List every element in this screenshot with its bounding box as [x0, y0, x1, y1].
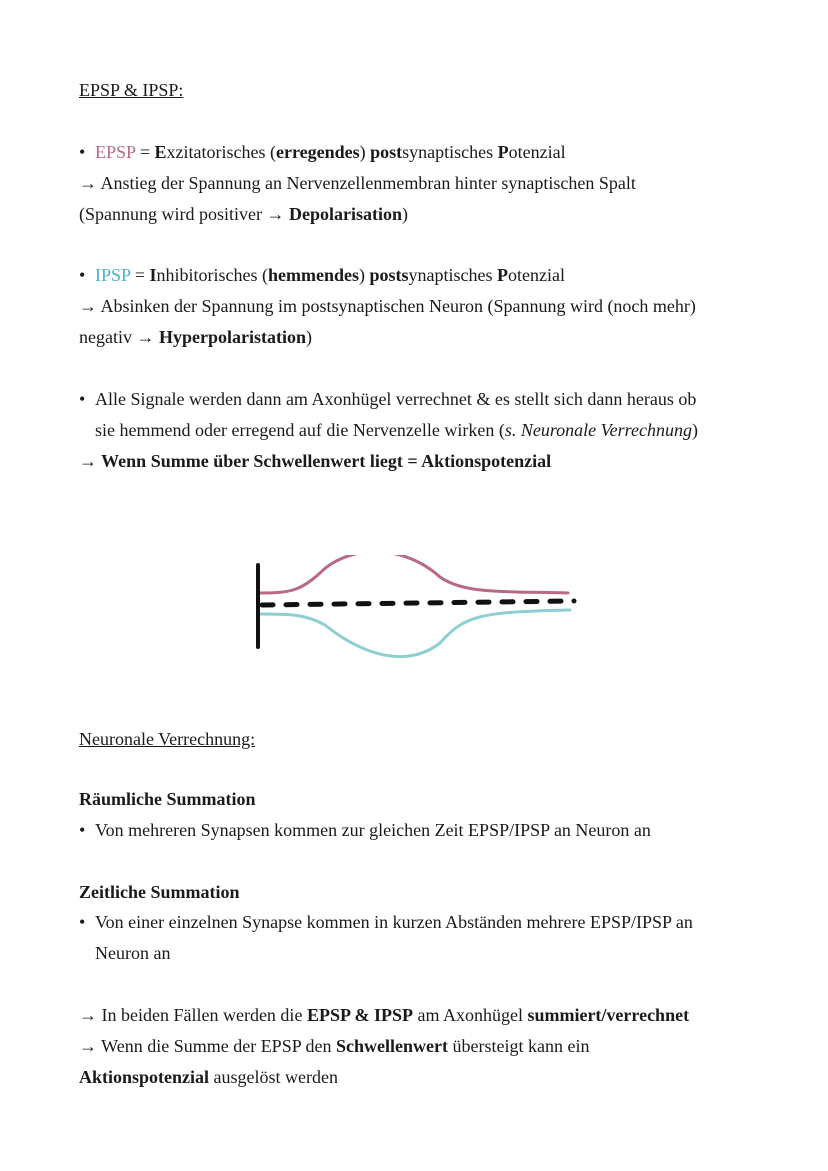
text: ) — [359, 265, 370, 285]
signals-line-1: Alle Signale werden dann am Axonhügel verrechnet & es stellt sich dann heraus ob — [95, 389, 697, 409]
zeitliche-summation-title: Zeitliche Summation — [79, 882, 240, 902]
epsp-ipsp-diagram — [250, 555, 580, 665]
equals-sign: = — [135, 142, 155, 162]
text: ausgelöst werden — [209, 1067, 338, 1087]
text: ynaptisches — [409, 142, 498, 162]
arrow-icon: → — [79, 1005, 97, 1025]
conclusion-line-3 — [79, 1065, 338, 1089]
text: Wenn die Summe der EPSP den — [97, 1036, 337, 1056]
signals-conclusion — [79, 449, 551, 473]
epsp-depolarisation — [79, 202, 408, 226]
text-bold: hemmendes — [268, 265, 360, 285]
text: ) — [359, 142, 371, 162]
text-bold: Schwellenwert — [336, 1036, 449, 1056]
text: nhibitorisches ( — [156, 265, 269, 285]
arrow-icon: → — [79, 1036, 97, 1056]
text-bold: post — [370, 142, 403, 162]
ipsp-curve — [260, 610, 570, 657]
text-bold: E — [154, 142, 167, 162]
zeitliche-summation-text-2: Neuron an — [95, 943, 171, 963]
text-bold: Depolarisation — [288, 204, 402, 224]
text-bold: Wenn Summe über Schwellenwert liegt = Aktionspotenzial — [97, 451, 552, 471]
bullet-marker: • — [79, 265, 86, 285]
signals-line-2 — [95, 418, 698, 442]
equals-sign: = — [130, 265, 150, 285]
arrow-icon: → — [79, 173, 97, 193]
section-heading-epsp-ipsp: EPSP & IPSP: — [79, 80, 184, 100]
epsp-abbr: EPSP — [95, 142, 136, 162]
text-bold: I — [149, 265, 157, 285]
epsp-explanation — [79, 171, 636, 195]
text: Anstieg der Spannung an Nervenzellenmembran hinter synaptischen Spalt — [97, 173, 636, 193]
text-bold: erregendes — [276, 142, 360, 162]
text-bold: summiert/verrechnet — [527, 1005, 690, 1025]
raeumliche-summation-title: Räumliche Summation — [79, 789, 256, 809]
text: übersteigt kann ein — [448, 1036, 590, 1056]
text: negativ — [79, 327, 137, 347]
zeitliche-summation-text-1: Von einer einzelnen Synapse kommen in kurzen Abständen mehrere EPSP/IPSP an — [95, 912, 693, 932]
text: otenzial — [508, 265, 566, 285]
conclusion-line-2 — [79, 1034, 590, 1058]
ipsp-explanation — [79, 294, 696, 318]
text-italic: s. Neuronale Verrechnung — [504, 420, 692, 440]
arrow-icon: → — [79, 296, 97, 316]
text: ) — [305, 327, 312, 347]
bullet-marker: • — [79, 912, 86, 932]
text-bold: Hyperpolaristation — [158, 327, 306, 347]
threshold-dashed-line — [262, 601, 574, 605]
epsp-curve — [260, 555, 568, 593]
text: ) — [691, 420, 698, 440]
epsp-definition — [95, 140, 566, 164]
text-bold: Aktionspotenzial — [79, 1067, 210, 1087]
section-heading-neuronale-verrechnung: Neuronale Verrechnung: — [79, 729, 256, 749]
text: s — [402, 142, 410, 162]
text-bold: s — [401, 265, 409, 285]
text: xzitatorisches ( — [166, 142, 276, 162]
arrow-icon: → — [79, 451, 97, 471]
text: am Axonhügel — [412, 1005, 528, 1025]
text: ) — [402, 204, 408, 224]
text-bold: P — [497, 142, 509, 162]
bullet-marker: • — [79, 142, 86, 162]
text: Absinken der Spannung im postsynaptischen Neuron (Spannung wird (noch mehr) — [97, 296, 696, 316]
text: (Spannung wird positiver — [79, 204, 267, 224]
text-bold: P — [497, 265, 509, 285]
text: sie hemmend oder erregend auf die Nervenzelle wirken ( — [95, 420, 505, 440]
text-bold: EPSP & IPSP — [306, 1005, 413, 1025]
text: ynaptisches — [408, 265, 498, 285]
text-bold: post — [369, 265, 402, 285]
ipsp-abbr: IPSP — [95, 265, 131, 285]
ipsp-definition — [95, 263, 565, 287]
arrow-icon: → — [136, 327, 155, 347]
text: otenzial — [508, 142, 566, 162]
bullet-marker: • — [79, 820, 86, 840]
ipsp-hyperpolarisation — [79, 325, 312, 349]
bullet-marker: • — [79, 389, 86, 409]
arrow-icon: → — [266, 204, 285, 224]
text: In beiden Fällen werden die — [97, 1005, 307, 1025]
conclusion-line-1 — [79, 1003, 689, 1027]
raeumliche-summation-text: Von mehreren Synapsen kommen zur gleichen Zeit EPSP/IPSP an Neuron an — [95, 820, 651, 840]
